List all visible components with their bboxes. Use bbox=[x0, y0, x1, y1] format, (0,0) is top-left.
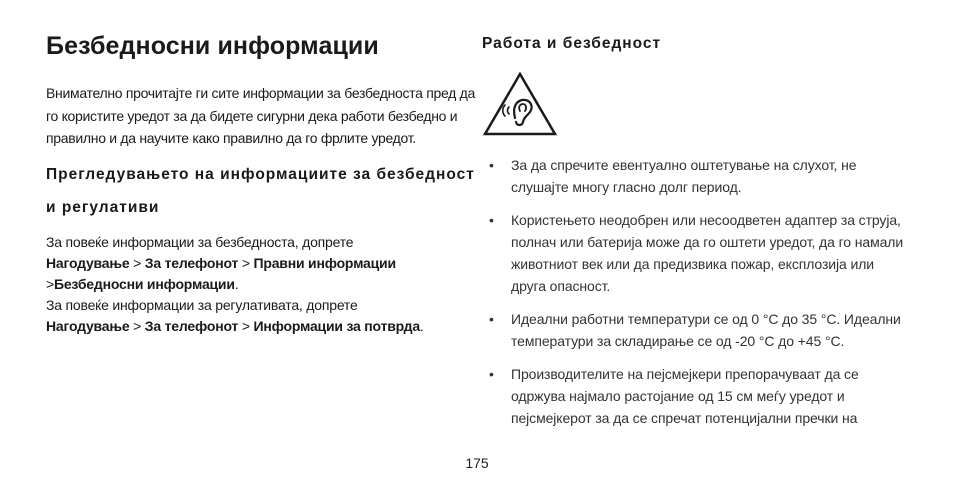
bullet-icon: • bbox=[489, 366, 494, 382]
certification-info-path: Информации за потврда bbox=[253, 317, 420, 334]
hearing-warning-icon bbox=[482, 71, 558, 137]
section-heading: Прегледувањето на информациите за безбедност и регулативи bbox=[46, 165, 475, 216]
page-title: Безбедносни информации bbox=[46, 32, 379, 60]
safety-info-prefix: За повеќе информации за безбедноста, допрете bbox=[46, 233, 354, 250]
page-number: 175 bbox=[465, 455, 489, 471]
list-item: • За да спречите евентуално оштетување на слухот, не слушајте многу гласно долг период. bbox=[482, 154, 907, 198]
safety-info-path: Безбедносни информации bbox=[53, 275, 235, 292]
settings-path: Нагодување bbox=[46, 254, 130, 271]
about-phone-path: За телефонот bbox=[144, 317, 239, 334]
list-item: • Идеални работни температури се од 0 °C до 35 °C. Идеални температури за складирање се од -20 °C до +45 °C. bbox=[482, 308, 907, 352]
right-column bbox=[482, 34, 907, 426]
settings-path: Нагодување bbox=[46, 317, 130, 334]
path-separator: > bbox=[46, 275, 54, 292]
bullet-icon: • bbox=[489, 311, 494, 327]
path-suffix: . bbox=[234, 275, 239, 292]
regulatory-info-prefix: За повеќе информации за регулативата, допрете bbox=[46, 296, 358, 313]
path-separator: > bbox=[129, 254, 145, 271]
path-separator: > bbox=[129, 317, 145, 334]
legal-info-path: Правни информации bbox=[253, 254, 396, 271]
safety-info-paragraph bbox=[46, 232, 476, 337]
safety-bullet-list bbox=[482, 154, 907, 440]
list-item: • Производителите на пејсмејкери препорачуваат да се одржува најмало растојание од 15 см меѓу уредот и пејсмејкерот за да се спречат потенцијални пречки на bbox=[482, 363, 907, 429]
path-suffix: . bbox=[419, 317, 424, 334]
left-column bbox=[46, 30, 476, 337]
intro-paragraph: Внимателно прочитајте ги сите информации за безбедноста пред да го користите уредот за да бидете сигурни дека работи безбедно и правилно и да научите како правилно да го фрлите уредот. bbox=[46, 85, 475, 146]
path-separator: > bbox=[238, 317, 254, 334]
bullet-icon: • bbox=[489, 212, 494, 228]
path-separator: > bbox=[238, 254, 254, 271]
list-item: • Користењето неодобрен или несоодветен адаптер за струја, полнач или батерија може да го оштети уредот, да го намали животниот век или да предизвика пожар, експлозија или друга опасност. bbox=[482, 209, 907, 297]
about-phone-path: За телефонот bbox=[144, 254, 239, 271]
bullet-icon: • bbox=[489, 157, 494, 173]
right-section-heading: Работа и безбедност bbox=[482, 35, 662, 52]
